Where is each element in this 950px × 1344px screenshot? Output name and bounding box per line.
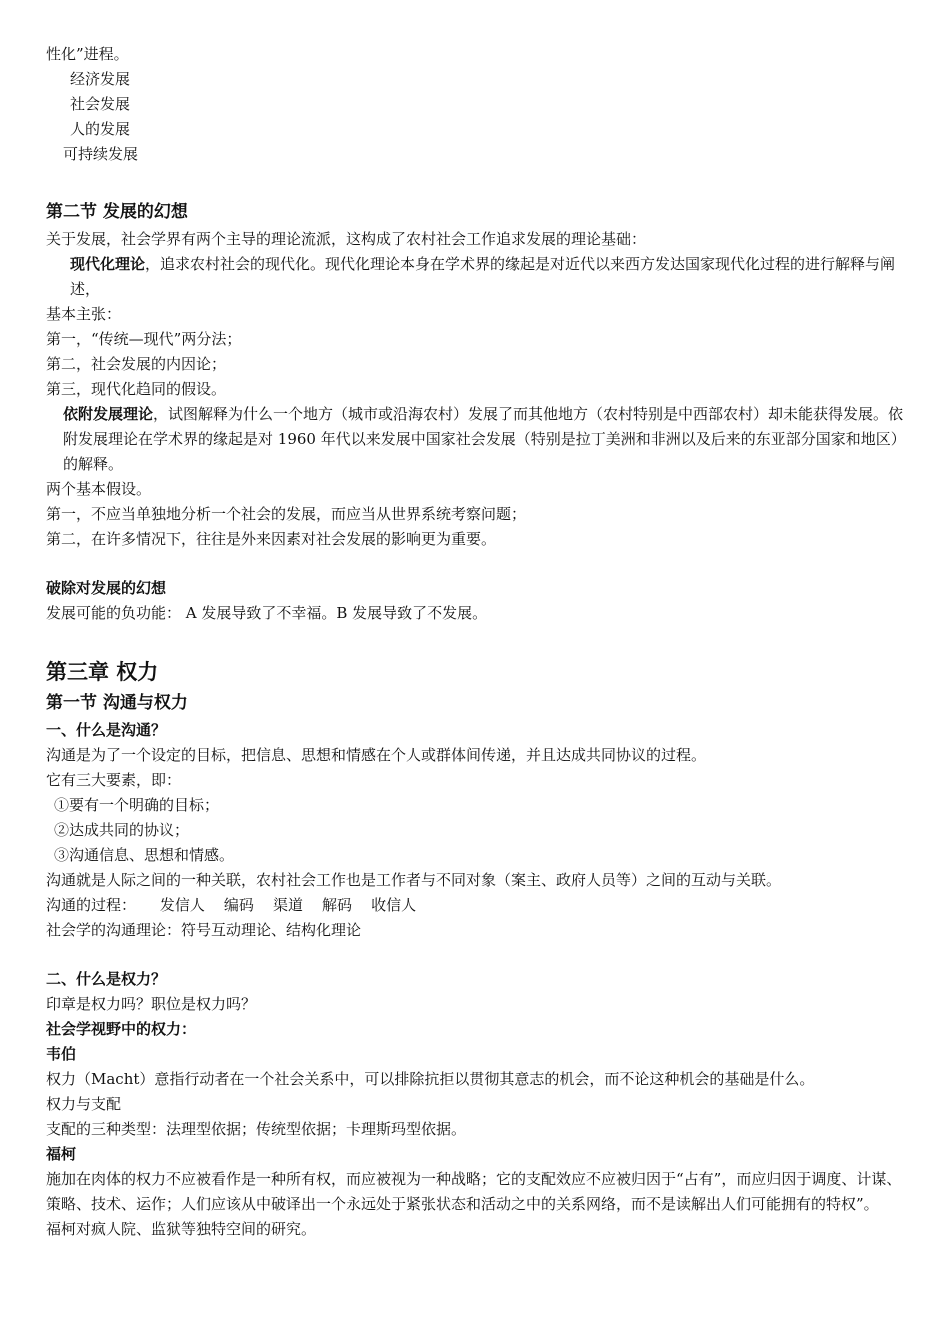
paragraph: 印章是权力吗？职位是权力吗？	[46, 995, 257, 1013]
list-item-sustainable: 可持续发展	[63, 145, 139, 163]
list-item-economic: 经济发展	[70, 70, 131, 88]
paragraph: 福柯对疯人院、监狱等独特空间的研究。	[46, 1220, 317, 1238]
paragraph: 权力与支配	[46, 1095, 122, 1113]
claim-item: 第一，“传统—现代”两分法；	[46, 330, 242, 348]
basic-claims-label: 基本主张：	[46, 305, 122, 323]
paragraph: 沟通就是人际之间的一种关联，农村社会工作也是工作者与不同对象（案主、政府人员等）之间的互动与关联。	[46, 871, 782, 889]
assumption-item: 第一，不应当单独地分析一个社会的发展，而应当从世界系统考察问题；	[46, 505, 527, 523]
modernization-text: ，追求农村社会的现代化。现代化理论本身在学术界的缘起是对近代以来西方发达国家现代化过程的进行解释与阐述，	[70, 255, 896, 298]
subheading: 破除对发展的幻想	[46, 579, 167, 597]
paragraph: 社会学的沟通理论：符号互动理论、结构化理论	[46, 921, 362, 939]
subheading: 福柯	[46, 1145, 77, 1163]
subheading: 韦伯	[46, 1045, 77, 1063]
paragraph: 沟通的过程： 发信人 编码 渠道 解码 收信人	[46, 896, 417, 914]
paragraph: 支配的三种类型：法理型依据；传统型依据；卡理斯玛型依据。	[46, 1120, 467, 1138]
assumption-item: 第二，在许多情况下，往往是外来因素对社会发展的影响更为重要。	[46, 530, 497, 548]
spacer	[46, 943, 908, 967]
spacer	[46, 626, 908, 656]
modernization-paragraph	[46, 252, 908, 302]
section-title: 第二节 发展的幻想	[46, 202, 188, 222]
element-item: ②达成共同的协议；	[54, 821, 190, 839]
list-item-social: 社会发展	[70, 95, 131, 113]
paragraph: 权力（Macht）意指行动者在一个社会关系中，可以排除抗拒以贯彻其意志的机会，而不论这种机会的基础是什么。	[46, 1070, 815, 1088]
element-item: ③沟通信息、思想和情感。	[54, 846, 235, 864]
assumptions-label: 两个基本假设。	[46, 480, 152, 498]
term-dependency: 依附发展理论	[63, 405, 154, 423]
list-item-human: 人的发展	[70, 120, 131, 138]
document-page	[46, 42, 908, 1242]
paragraph: 沟通是为了一个设定的目标，把信息、思想和情感在个人或群体间传递，并且达成共同协议的过程。	[46, 746, 707, 764]
question-heading: 二、什么是权力？	[46, 970, 167, 988]
section-title: 第一节 沟通与权力	[46, 693, 188, 713]
dependency-text: ，试图解释为什么一个地方（城市或沿海农村）发展了而其他地方（农村特别是中西部农村）却未能获得发展。依附发展理论在学术界的缘起是对 1960 年代以来发展中国家社会发展（特别是拉丁美洲和非洲以及后来的东亚部分国家和地区）的解释。	[63, 405, 906, 473]
paragraph: 它有三大要素，即：	[46, 771, 182, 789]
element-item: ①要有一个明确的目标；	[54, 796, 220, 814]
question-heading: 一、什么是沟通？	[46, 721, 167, 739]
subheading: 社会学视野中的权力：	[46, 1020, 197, 1038]
paragraph: 施加在肉体的权力不应被看作是一种所有权，而应被视为一种战略；它的支配效应不应被归因于“占有”，而应归因于调度、计谋、策略、技术、运作；人们应该从中破译出一个永远处于紧张状态和活动之中的关系网络，而不是读解出人们可能拥有的特权”。	[46, 1170, 902, 1213]
intro-line: 性化”进程。	[46, 45, 129, 63]
claim-item: 第三，现代化趋同的假设。	[46, 380, 227, 398]
spacer	[46, 167, 908, 197]
paragraph: 关于发展，社会学界有两个主导的理论流派，这构成了农村社会工作追求发展的理论基础：	[46, 230, 647, 248]
term-modernization: 现代化理论	[70, 255, 146, 273]
chapter-title: 第三章 权力	[46, 660, 159, 684]
claim-item: 第二，社会发展的内因论；	[46, 355, 227, 373]
paragraph: 发展可能的负功能： A 发展导致了不幸福。B 发展导致了不发展。	[46, 604, 488, 622]
dependency-paragraph	[46, 402, 908, 477]
spacer	[46, 552, 908, 576]
